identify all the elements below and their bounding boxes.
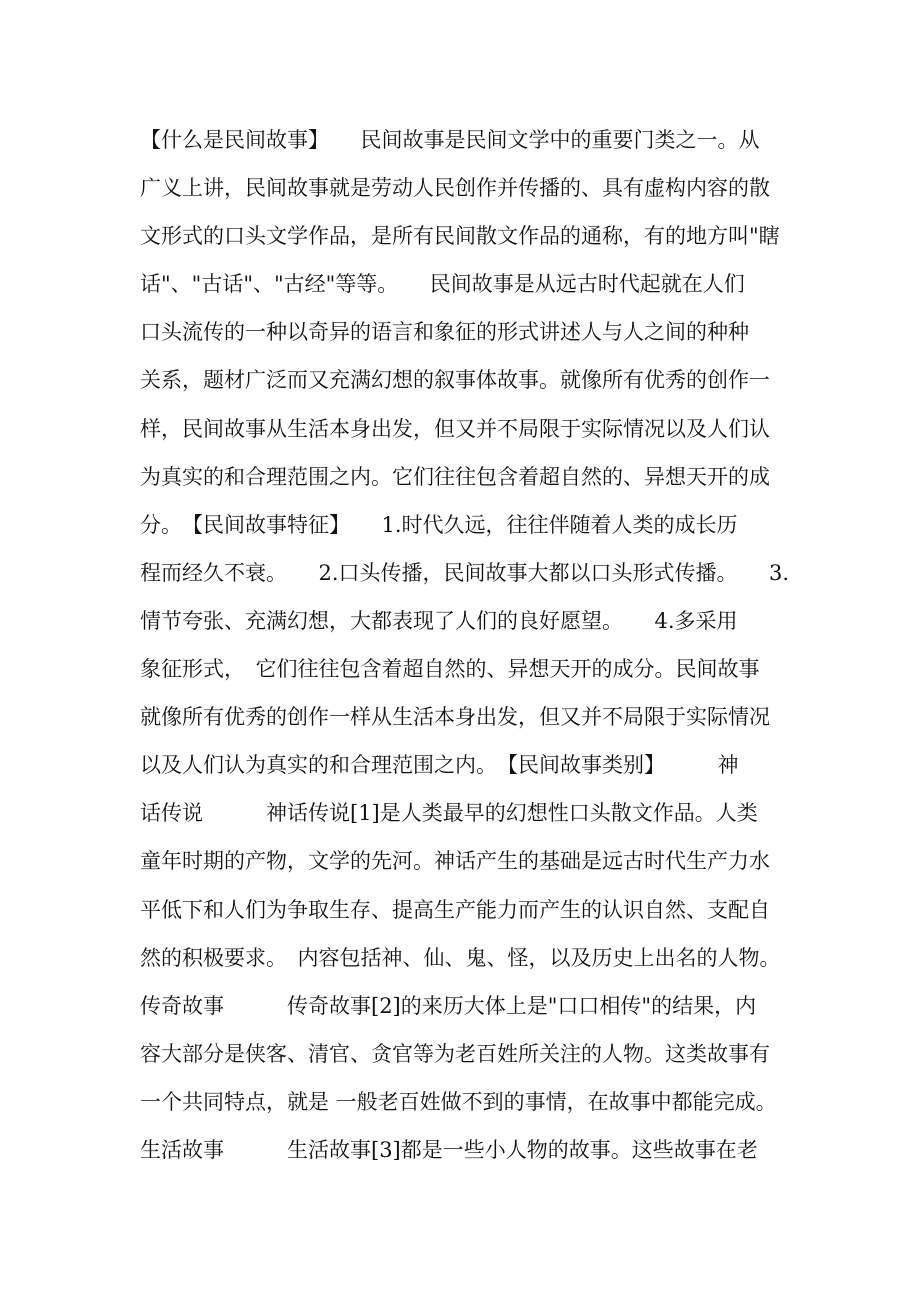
text-line: 关系，题材广泛而又充满幻想的叙事体故事。就像所有优秀的创作一 <box>140 368 770 393</box>
text-line: 生活故事 生活故事[3]都是一些小人物的故事。这些故事在老 <box>140 1137 758 1162</box>
text-line: 象征形式， 它们往往包含着超自然的、异想天开的成分。民间故事 <box>140 657 760 682</box>
text-line: 样，民间故事从生活本身出发，但又并不局限于实际情况以及人们认 <box>140 416 770 441</box>
text-line: 话"、"古话"、"古经"等等。 民间故事是从远古时代起就在人们 <box>140 272 745 297</box>
text-line: 容大部分是侠客、清官、贪官等为老百姓所关注的人物。这类故事有 <box>140 1041 770 1066</box>
text-line: 广义上讲，民间故事就是劳动人民创作并传播的、具有虚构内容的散 <box>140 176 770 201</box>
text-line: 以及人们认为真实的和合理范围之内。 【民间故事类别】 神 <box>140 753 739 778</box>
text-line: 就像所有优秀的创作一样从生活本身出发，但又并不局限于实际情况 <box>140 705 770 730</box>
text-line: 一个共同特点，就是 一般老百姓做不到的事情，在故事中都能完成。 <box>140 1089 777 1114</box>
text-line: 【什么是民间故事】 民间故事是民间文学中的重要门类之一。从 <box>140 128 760 152</box>
text-line: 话传说 神话传说[1]是人类最早的幻想性口头散文作品。人类 <box>140 801 758 826</box>
text-line: 平低下和人们为争取生存、提高生产能力而产生的认识自然、支配自 <box>140 897 770 922</box>
text-line: 程而经久不衰。 2.口头传播，民间故事大都以口头形式传播。 3. <box>140 560 790 585</box>
text-line: 情节夸张、充满幻想，大都表现了人们的良好愿望。 4.多采用 <box>140 608 738 633</box>
text-line: 为真实的和合理范围之内。它们往往包含着超自然的、异想天开的成 <box>140 464 770 489</box>
text-line: 然的积极要求。 内容包括神、仙、鬼、怪，以及历史上出名的人物。 <box>140 945 781 970</box>
body-text <box>140 116 800 1174</box>
text-line: 童年时期的产物，文学的先河。神话产生的基础是远古时代生产力水 <box>140 849 770 874</box>
text-line: 分。 【民间故事特征】 1.时代久远，往往伴随着人类的成长历 <box>140 512 738 537</box>
text-line: 文形式的口头文学作品，是所有民间散文作品的通称，有的地方叫"瞎 <box>140 224 780 249</box>
text-line: 传奇故事 传奇故事[2]的来历大体上是"口口相传"的结果，内 <box>140 993 757 1018</box>
text-line: 口头流传的一种以奇异的语言和象征的形式讲述人与人之间的种种 <box>140 320 749 345</box>
